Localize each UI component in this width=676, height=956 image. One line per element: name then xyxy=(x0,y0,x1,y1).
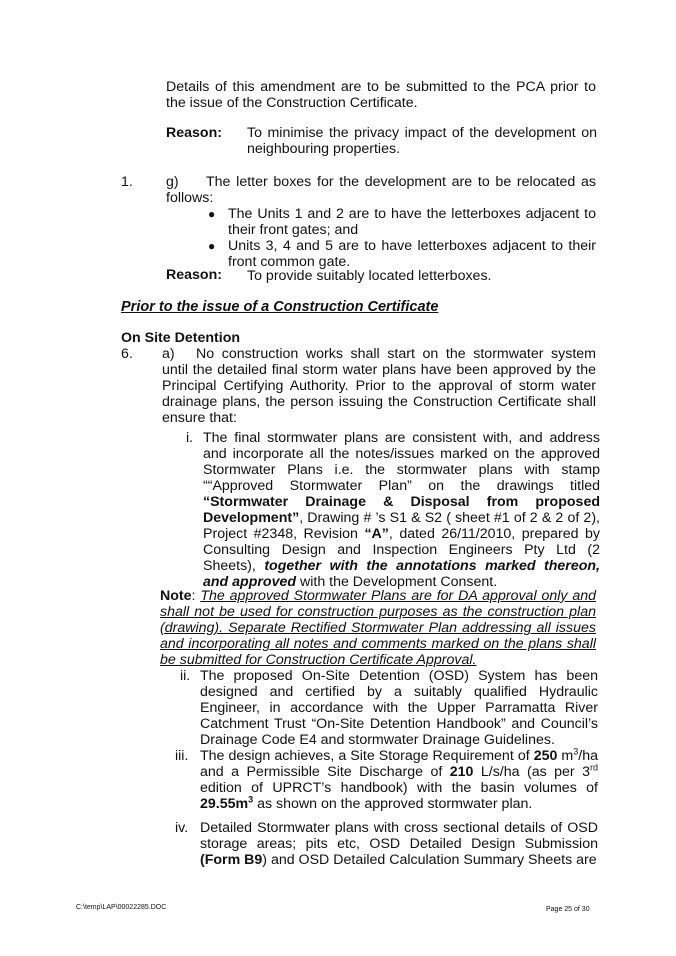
item-text: The design achieves, a Site Storage Requirement of 250 $m^3/ha$ and a Permissible Site Discharge of 210 L/s/ha (as per 3rd edition of UPRCT’s handbook) with the basin volumes of $29.55m^3$ as shown on the approved stormwater plan. xyxy=(200,746,598,812)
condition-sub-letter: a) xyxy=(162,346,175,362)
reason-label: Reason: xyxy=(166,125,222,141)
condition-number: 1. xyxy=(121,174,133,190)
item-number: ii. xyxy=(180,668,191,684)
bullet-item: The Units 1 and 2 are to have the letterboxes adjacent to their front gates; and xyxy=(228,206,596,238)
note-paragraph: Note: The approved Stormwater Plans are for DA approval only and shall not be used for construction purposes as the construction plan (drawing). Separate Rectified Stormwater Plan addressing all issues and incorporating all notes and comments marked on the plans shall be submitted for Construction Certificate Approval. xyxy=(160,588,596,668)
item-number: iv. xyxy=(175,820,189,836)
condition-number: 6. xyxy=(121,346,133,362)
item-text: The proposed On-Site Detention (OSD) System has been designed and certified by a suitably qualified Hydraulic Engineer, in accordance with the Upper Parramatta River Catchment Trust “On-Site Detention Handbook” and Council’s Drainage Code E4 and stormwater Drainage Guidelines. xyxy=(200,668,598,748)
intro-paragraph: Details of this amendment are to be submitted to the PCA prior to the issue of the Construction Certificate. xyxy=(166,79,596,111)
section-heading: Prior to the issue of a Construction Certificate xyxy=(121,299,439,315)
reason-text: To minimise the privacy impact of the development on neighbouring properties. xyxy=(247,125,597,157)
subsection-heading: On Site Detention xyxy=(121,330,241,346)
condition-text: No construction works shall start on the stormwater system until the detailed final storm water plans have been approved by the Principal Certifying Authority. Prior to the approval of storm water drainage plans, the person issuing the Construction Certificate shall ensure that: xyxy=(162,346,596,426)
item-number: iii. xyxy=(175,748,189,764)
bullet-item: Units 3, 4 and 5 are to have letterboxes adjacent to their front common gate. xyxy=(228,238,596,270)
condition-text: The letter boxes for the development are to be relocated as follows: xyxy=(166,174,596,206)
reason-label: Reason: xyxy=(166,267,222,283)
item-text: Detailed Stormwater plans with cross sectional details of OSD storage areas; pits etc, OSD Detailed Design Submission (Form B9) and OSD Detailed Calculation Summary Sheets are xyxy=(200,820,598,868)
reason-text: To provide suitably located letterboxes. xyxy=(247,268,492,284)
item-number: i. xyxy=(186,430,194,446)
footer-file-path: C:\temp\LAP\00022285.DOC xyxy=(76,904,167,911)
condition-sub-letter: g) xyxy=(166,174,179,190)
footer-page-number: Page 25 of 30 xyxy=(546,906,590,913)
item-text: The final stormwater plans are consistent with, and address and incorporate all the notes/issues marked on the approved Stormwater Plans i.e. the stormwater plans with stamp ““Approved Stormwater Plan” on the drawings titled “Stormwater Drainage & Disposal from proposed Development”, Drawing # ’s S1 & S2 ( sheet #1 of 2 & 2 of 2), Project #2348, Revision “A”, dated 26/11/2010, prepared by Consulting Design and Inspection Engineers Pty Ltd (2 Sheets), together with the annotations marked thereon, and approved with the Development Consent. xyxy=(203,430,600,590)
